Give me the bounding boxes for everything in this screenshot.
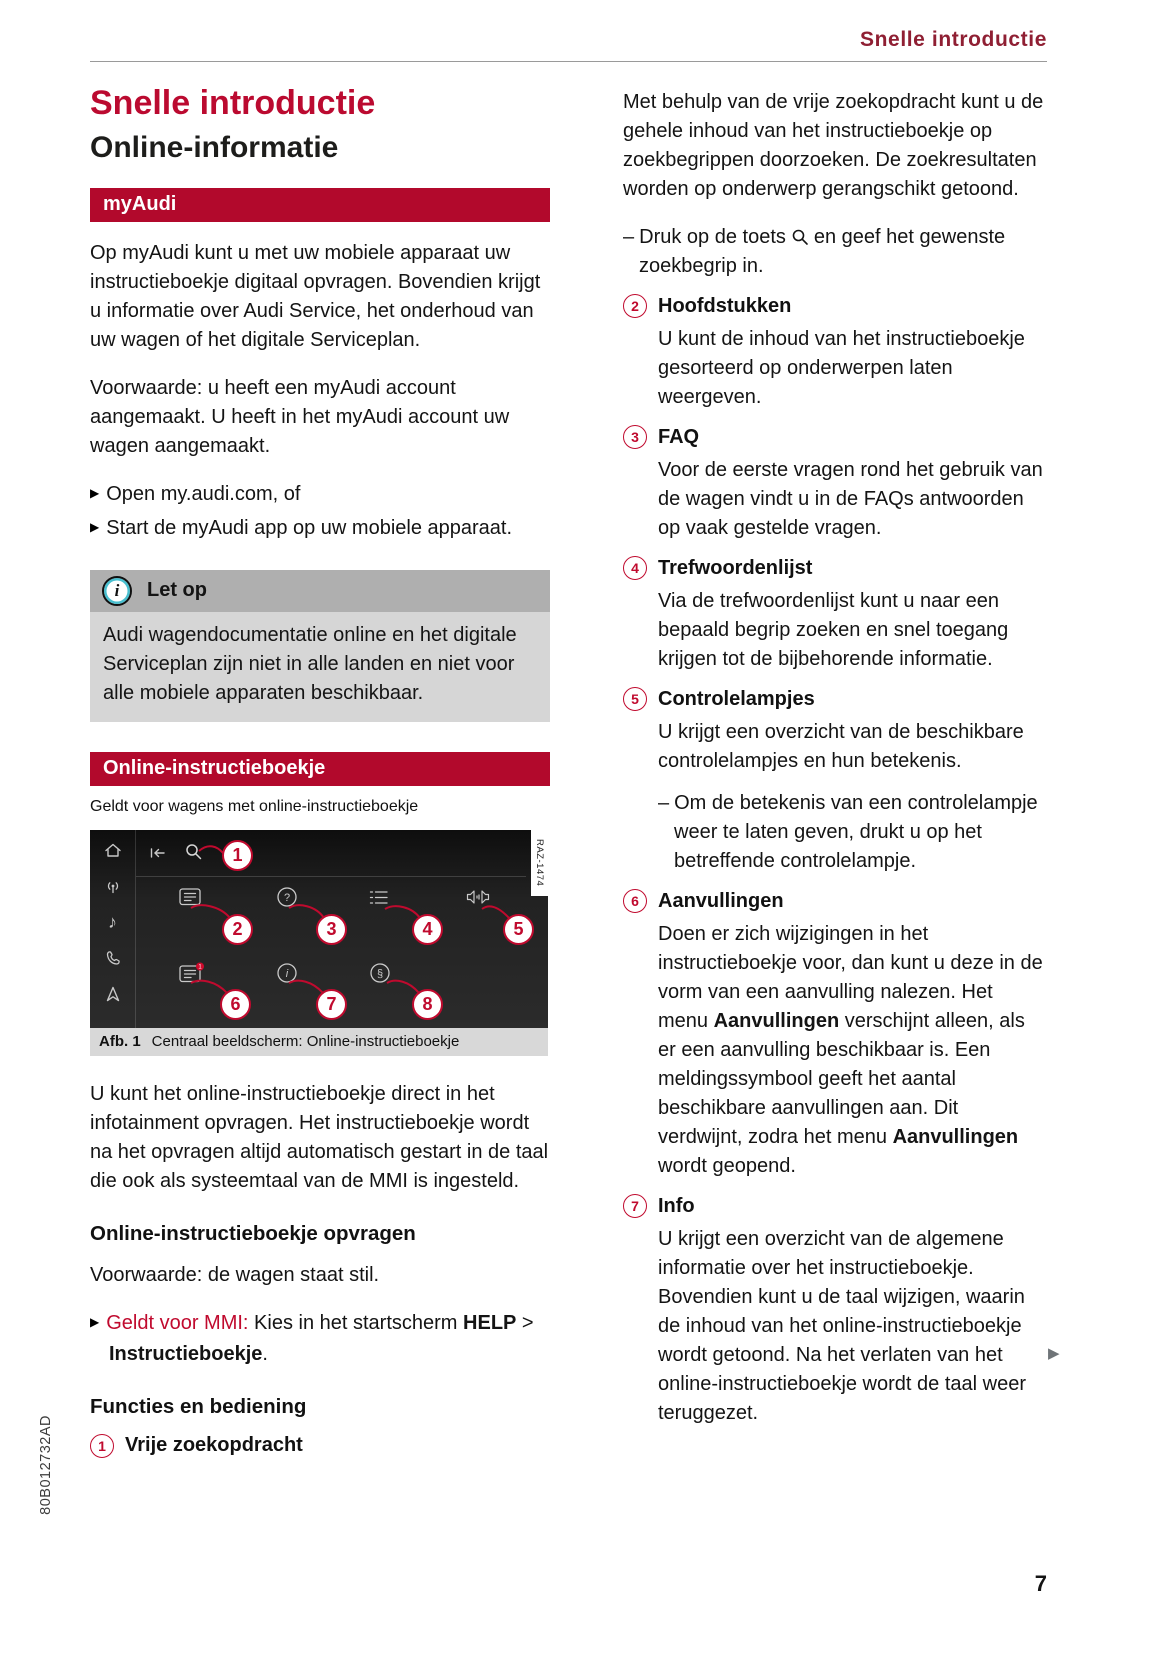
banner-online-instructieboekje: Online-instructieboekje (90, 752, 550, 786)
banner-myaudi: myAudi (90, 188, 550, 222)
page-title: Snelle introductie (90, 84, 376, 122)
dash-bullet (623, 223, 1047, 281)
paragraph-voorwaarde: Voorwaarde: de wagen staat stil. (90, 1263, 380, 1286)
arrow-bullet-icon: ▶ (90, 519, 100, 534)
music-note-icon: ♪ (108, 911, 117, 932)
svg-text:?: ? (283, 891, 291, 904)
applies-note: Geldt voor wagens met online-instructieboekje (90, 797, 419, 815)
item-title: Aanvullingen (658, 889, 784, 912)
bullet-text: Open my.audi.com, of (106, 482, 301, 505)
callout-2: 2 (222, 914, 253, 945)
item-body: U krijgt een overzicht van de algemene informatie over het instructieboekje. Bovendien kunt u de taal wijzigen, waarin de inhoud van het online-instructieboekje wordt getoond. Na het verlaten van het online-instructieboekje wordt de taal weer teruggezet. (658, 1228, 1026, 1424)
item-title: Trefwoordenlijst (658, 556, 813, 579)
bullet-item (90, 514, 550, 545)
menu-label-instructieboekje: Instructieboekje (109, 1342, 263, 1365)
note-box (90, 570, 550, 722)
body-segment: wordt geopend. (658, 1155, 796, 1177)
menu-label-help: HELP (463, 1311, 517, 1334)
note-body: Audi wagendocumentatie online en het digitale Serviceplan zijn niet in alle landen en niet voor alle mobiele apparaten beschikbaar. (90, 612, 550, 722)
figure-reference-strip (531, 830, 548, 896)
dash-icon: – (658, 792, 670, 814)
right-column (623, 88, 1047, 1441)
dash-text: Om de betekenis van een controlelampje weer te laten geven, drukt u op het betreffende controlelampje. (674, 792, 1038, 872)
subheading-functies: Functies en bediening (90, 1394, 307, 1418)
menu-label-aanvullingen: Aanvullingen (892, 1126, 1019, 1148)
function-item-5 (623, 687, 1047, 876)
item-title: Vrije zoekopdracht (125, 1434, 303, 1457)
arrow-bullet-icon: ▶ (90, 485, 100, 500)
bullet-item (90, 480, 550, 511)
paragraph-zoekopdracht: Met behulp van de vrije zoekopdracht kunt u de gehele inhoud van het instructieboekje op zoekbegrippen doorzoeken. De zoekresultaten worden op onderwerp gerangschikt getoond. (623, 91, 1044, 200)
callout-5: 5 (503, 914, 534, 945)
function-item-1 (90, 1434, 550, 1458)
callout-4: 4 (412, 914, 443, 945)
page-number: 7 (1034, 1571, 1047, 1596)
item-body (658, 920, 1047, 1181)
bullet-scope-text: Geldt voor MMI: (106, 1311, 249, 1334)
svg-text:§: § (376, 967, 384, 980)
mmi-screen (90, 830, 548, 1028)
figure-caption-label: Afb. 1 (99, 1032, 141, 1050)
function-item-4 (623, 556, 1047, 674)
bullet-text: Start de myAudi app op uw mobiele apparaat. (106, 516, 513, 539)
item-title: Controlelampjes (658, 687, 815, 710)
left-column (90, 84, 550, 1465)
figure-caption (90, 1028, 548, 1056)
bullet-item-mmi (90, 1309, 550, 1369)
svg-text:i: i (285, 967, 289, 980)
function-item-3 (623, 425, 1047, 543)
bullet-end: . (262, 1342, 268, 1365)
function-item-6 (623, 889, 1047, 1181)
item-title: Hoofdstukken (658, 294, 792, 317)
function-item-7 (623, 1194, 1047, 1428)
arrow-bullet-icon: ▶ (90, 1314, 100, 1329)
body-segment: Doen er zich wijzigingen in het instructieboekje voor, dan kunt u deze in de vorm van een aanvulling nalezen. Het menu (658, 923, 1043, 1032)
menu-label-aanvullingen: Aanvullingen (713, 1010, 840, 1032)
item-number-circle: 7 (623, 1194, 647, 1218)
running-header: Snelle introductie (860, 28, 1047, 51)
item-number-circle: 5 (623, 687, 647, 711)
paragraph-myaudi-2: Voorwaarde: u heeft een myAudi account aangemaakt. U heeft in het myAudi account uw wagen aangemaakt. (90, 376, 510, 457)
callout-6: 6 (220, 989, 251, 1020)
item-body: U kunt de inhoud van het instructieboekje gesorteerd op onderwerpen laten weergeven. (658, 328, 1025, 408)
dash-bullet (658, 789, 1047, 876)
item-number-circle: 3 (623, 425, 647, 449)
section-title: Online-informatie (90, 131, 339, 165)
bullet-separator: > (516, 1311, 534, 1334)
item-body: Via de trefwoordenlijst kunt u naar een bepaald begrip zoeken en snel toegang krijgen tot de bijbehorende informatie. (658, 590, 1009, 670)
paragraph-online-1: U kunt het online-instructieboekje direct in het infotainment opvragen. Het instructieboekje wordt na het opvragen altijd automatisch gestart in de taal die ook als systeemtaal van de MMI is ingesteld. (90, 1082, 549, 1192)
item-number-circle: 4 (623, 556, 647, 580)
svg-text:1: 1 (198, 964, 202, 971)
callout-1: 1 (222, 840, 253, 871)
item-body: Voor de eerste vragen rond het gebruik van de wagen vindt u in de FAQs antwoorden op vaak gestelde vragen. (658, 459, 1043, 539)
dash-icon: – (623, 226, 635, 248)
info-icon: i (102, 576, 132, 606)
search-key-icon (791, 228, 809, 246)
dash-text-pre: Druk op de toets (639, 226, 786, 248)
paragraph-myaudi-1: Op myAudi kunt u met uw mobiele apparaat uw instructieboekje digitaal opvragen. Bovendien krijgt u informatie over Audi Service, het onderhoud van uw wagen of het digitale Serviceplan. (90, 241, 541, 351)
figure-1 (90, 830, 548, 1056)
figure-caption-text: Centraal beeldscherm: Online-instructieboekje (151, 1032, 460, 1050)
body-segment: verschijnt alleen, als er een aanvulling beschikbaar is. Een meldingssymbool geeft het aantal beschikbare aanvullingen aan. Dit verdwijnt, zodra het menu (658, 1010, 1025, 1148)
item-number-circle: 1 (90, 1434, 114, 1458)
item-number-circle: 2 (623, 294, 647, 318)
item-body: U krijgt een overzicht van de beschikbare controlelampjes en hun betekenis. (658, 721, 1024, 772)
bullet-text: Kies in het startscherm (248, 1311, 464, 1334)
header-rule (90, 61, 1047, 62)
dash-text-post: en geef het gewenste zoekbegrip in. (639, 226, 1006, 277)
document-code: 80B012732AD (38, 1415, 54, 1515)
callout-7: 7 (316, 989, 347, 1020)
item-title: FAQ (658, 425, 700, 448)
continuation-arrow-icon: ▶ (1048, 1345, 1060, 1362)
function-item-2 (623, 294, 1047, 412)
note-header (90, 570, 550, 612)
callout-3: 3 (316, 914, 347, 945)
note-title: Let op (147, 579, 207, 602)
subheading-opvragen: Online-instructieboekje opvragen (90, 1221, 416, 1245)
item-number-circle: 6 (623, 889, 647, 913)
callout-8: 8 (412, 989, 443, 1020)
item-title: Info (658, 1194, 695, 1217)
figure-reference-code: RAZ-1474 (534, 838, 545, 887)
